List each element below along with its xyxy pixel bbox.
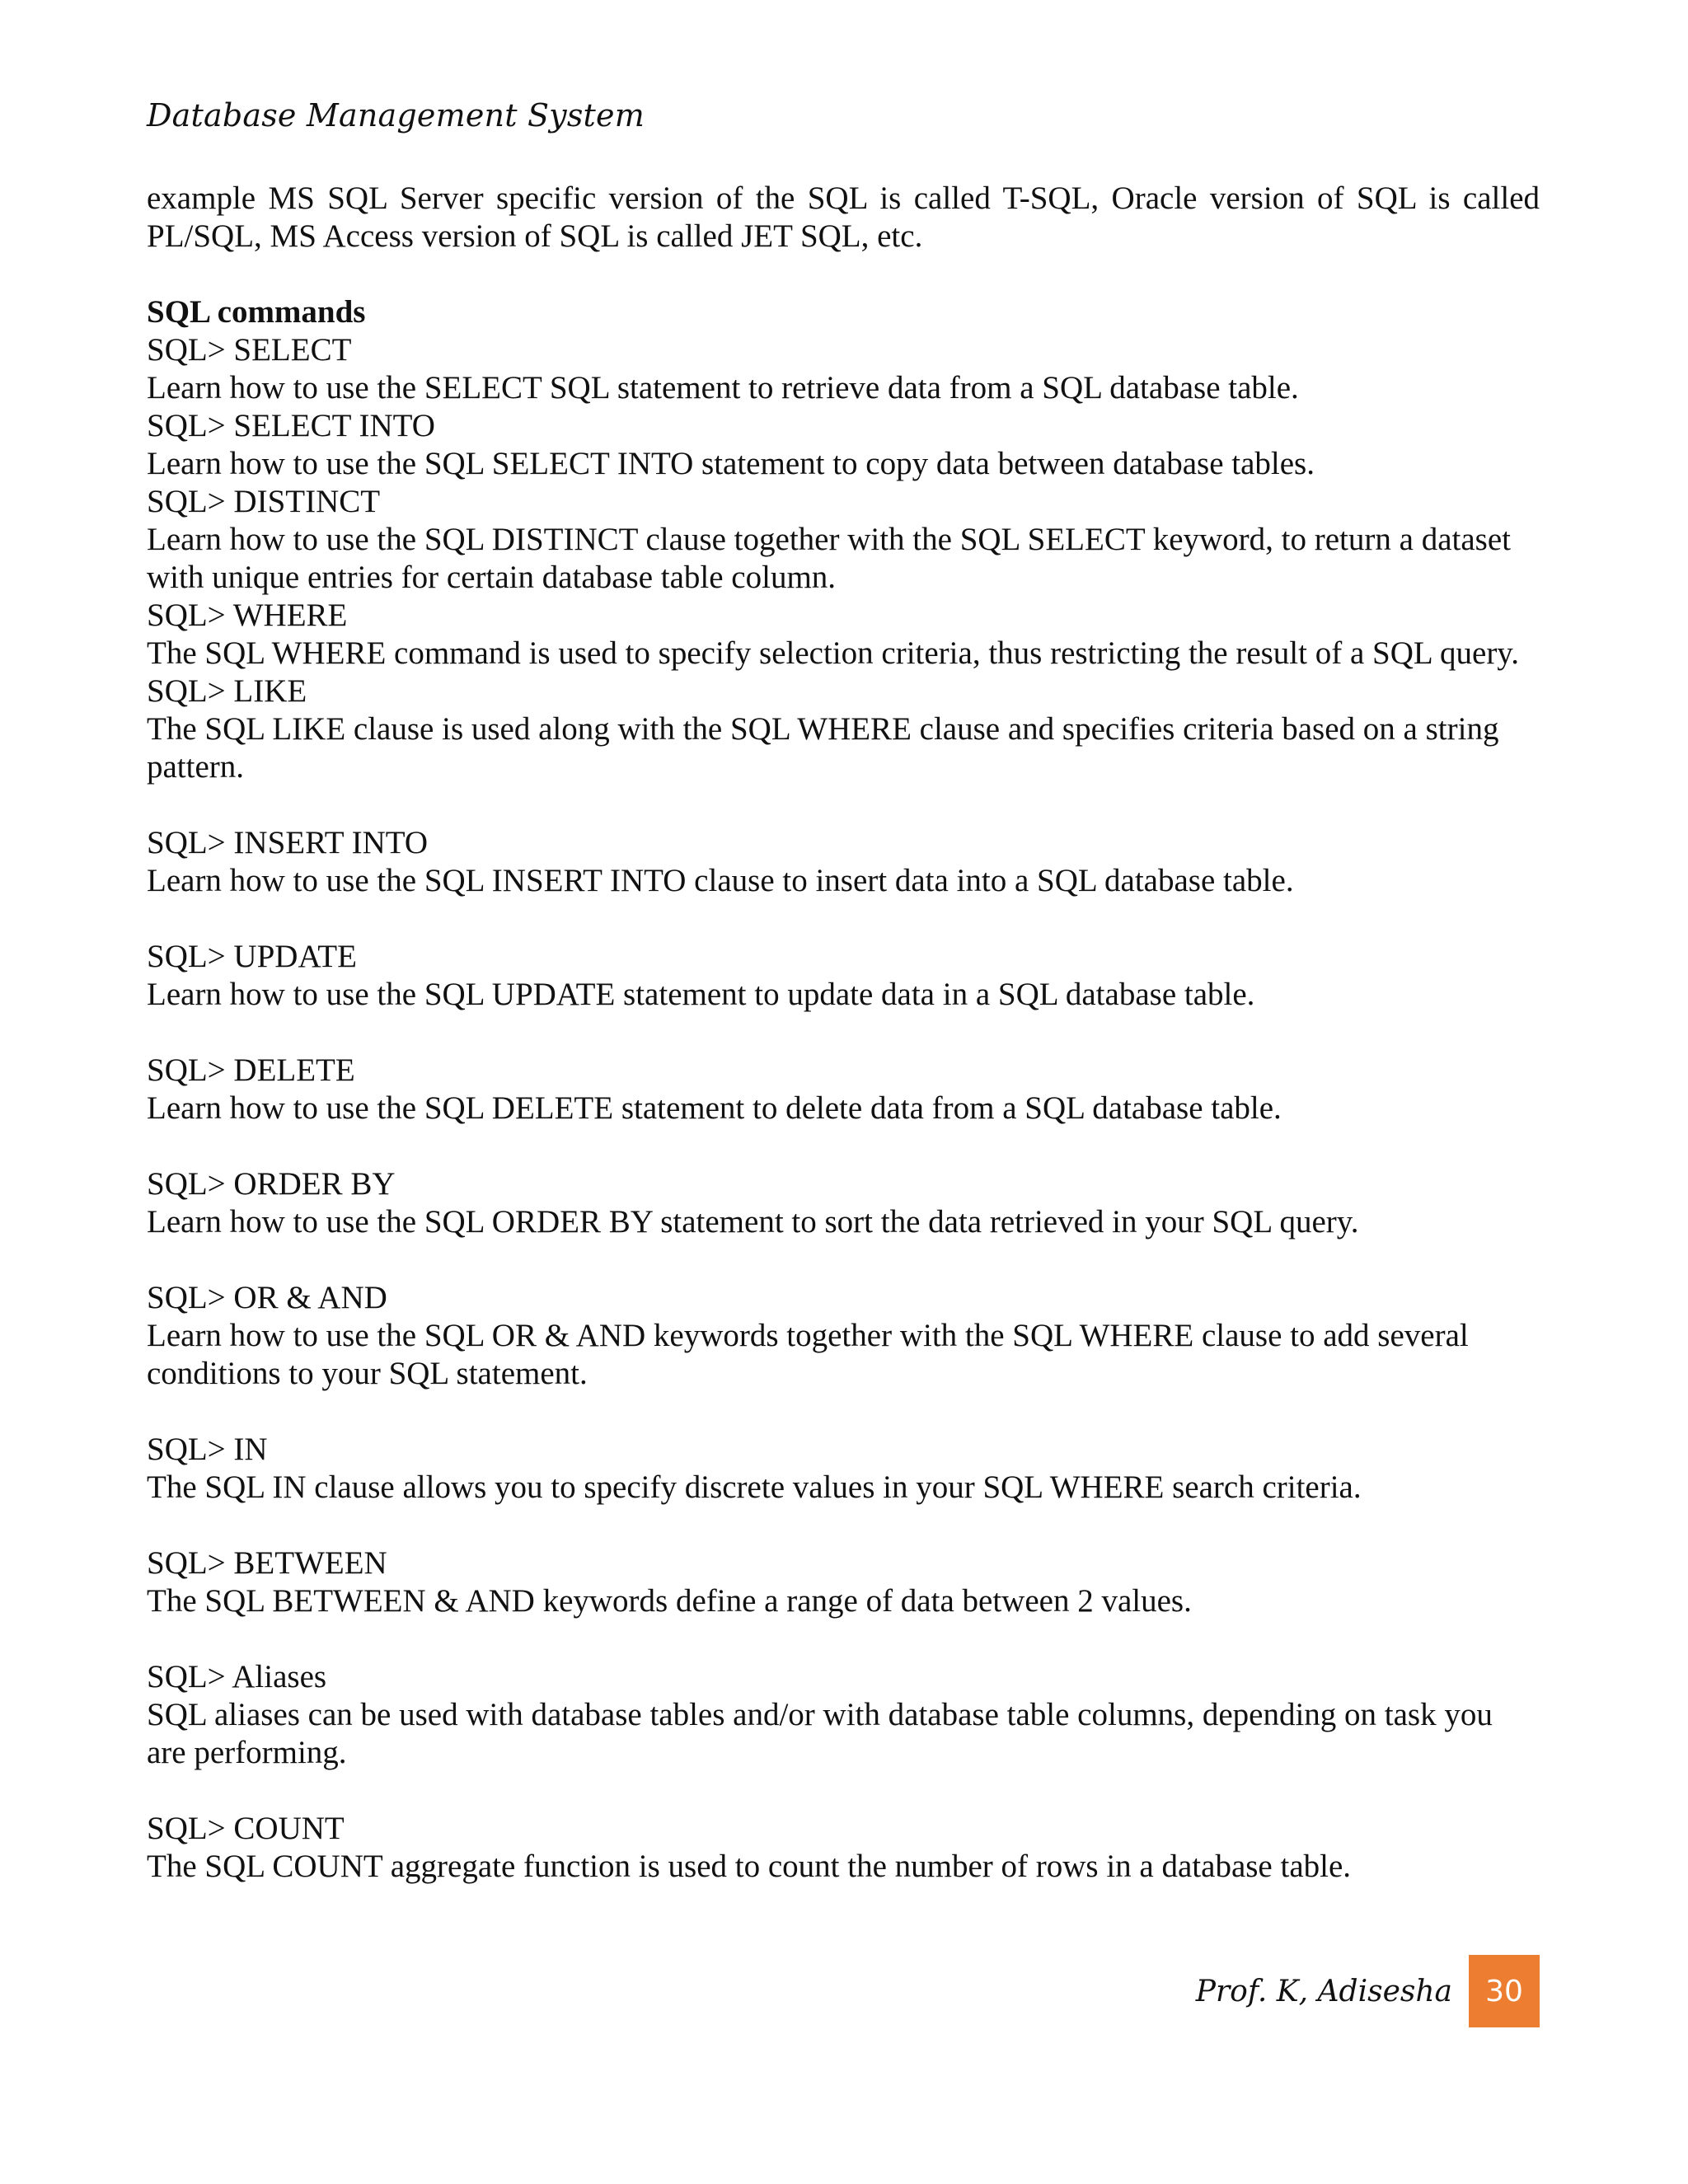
- command-entry: [147, 1544, 1540, 1620]
- command-entry: [147, 1165, 1540, 1241]
- command-description: Learn how to use the SQL DELETE statement to delete data from a SQL database table.: [147, 1090, 1282, 1126]
- command-name: SQL> Aliases: [147, 1659, 327, 1694]
- command-name: SQL> DISTINCT: [147, 484, 381, 519]
- command-name: SQL> DELETE: [147, 1052, 355, 1088]
- command-description: Learn how to use the SQL UPDATE statement to update data in a SQL database table.: [147, 977, 1255, 1012]
- command-description: The SQL IN clause allows you to specify discrete values in your SQL WHERE search criteria.: [147, 1469, 1362, 1505]
- command-name: SQL> SELECT INTO: [147, 408, 435, 443]
- footer-author: Prof. K, Adisesha: [1195, 1974, 1452, 2008]
- command-name: SQL> COUNT: [147, 1811, 345, 1846]
- command-name: SQL> SELECT: [147, 332, 352, 368]
- command-name: SQL> ORDER BY: [147, 1166, 396, 1202]
- command-description: The SQL COUNT aggregate function is used to count the number of rows in a database table.: [147, 1849, 1352, 1884]
- command-entry: [147, 1431, 1540, 1507]
- command-entry: [147, 673, 1540, 786]
- command-description: The SQL LIKE clause is used along with the SQL WHERE clause and specifies criteria based on a string pattern.: [147, 711, 1499, 785]
- command-entry: [147, 938, 1540, 1014]
- command-description: The SQL WHERE command is used to specify selection criteria, thus restricting the result of a SQL query.: [147, 635, 1520, 671]
- page-footer: [1196, 1955, 1540, 2027]
- command-name: SQL> WHERE: [147, 598, 348, 633]
- command-entry: [147, 1810, 1540, 1886]
- page-body: [147, 180, 1540, 1886]
- command-name: SQL> OR & AND: [147, 1280, 387, 1315]
- command-entry: [147, 597, 1540, 673]
- command-description: Learn how to use the SELECT SQL statement to retrieve data from a SQL database table.: [147, 370, 1299, 405]
- section-heading: SQL commands: [147, 294, 366, 330]
- command-description: Learn how to use the SQL SELECT INTO statement to copy data between database tables.: [147, 446, 1315, 481]
- command-description: Learn how to use the SQL OR & AND keywords together with the SQL WHERE clause to add several conditions to your SQL statement.: [147, 1318, 1469, 1391]
- command-description: Learn how to use the SQL DISTINCT clause together with the SQL SELECT keyword, to return a dataset with unique entries for certain database table column.: [147, 522, 1511, 595]
- command-entry: [147, 331, 1540, 407]
- page-number-badge: 30: [1469, 1955, 1540, 2027]
- command-description: SQL aliases can be used with database tables and/or with database table columns, depending on task you are performing.: [147, 1697, 1493, 1770]
- command-description: Learn how to use the SQL INSERT INTO clause to insert data into a SQL database table.: [147, 863, 1294, 898]
- command-entry: [147, 1279, 1540, 1393]
- command-name: SQL> BETWEEN: [147, 1545, 387, 1581]
- command-name: SQL> INSERT INTO: [147, 825, 429, 860]
- command-name: SQL> LIKE: [147, 673, 307, 709]
- command-entry: [147, 483, 1540, 597]
- command-entry: [147, 1052, 1540, 1127]
- running-header-title: Database Management System: [147, 97, 645, 134]
- command-entry: [147, 824, 1540, 900]
- command-description: The SQL BETWEEN & AND keywords define a range of data between 2 values.: [147, 1583, 1192, 1619]
- command-entry: [147, 407, 1540, 483]
- intro-paragraph: example MS SQL Server specific version of the SQL is called T-SQL, Oracle version of SQL is called PL/SQL, MS Access version of SQL is called JET SQL, etc.: [147, 180, 1540, 254]
- command-name: SQL> IN: [147, 1432, 268, 1467]
- command-entry: [147, 1658, 1540, 1772]
- command-name: SQL> UPDATE: [147, 939, 357, 974]
- command-description: Learn how to use the SQL ORDER BY statement to sort the data retrieved in your SQL query.: [147, 1204, 1359, 1240]
